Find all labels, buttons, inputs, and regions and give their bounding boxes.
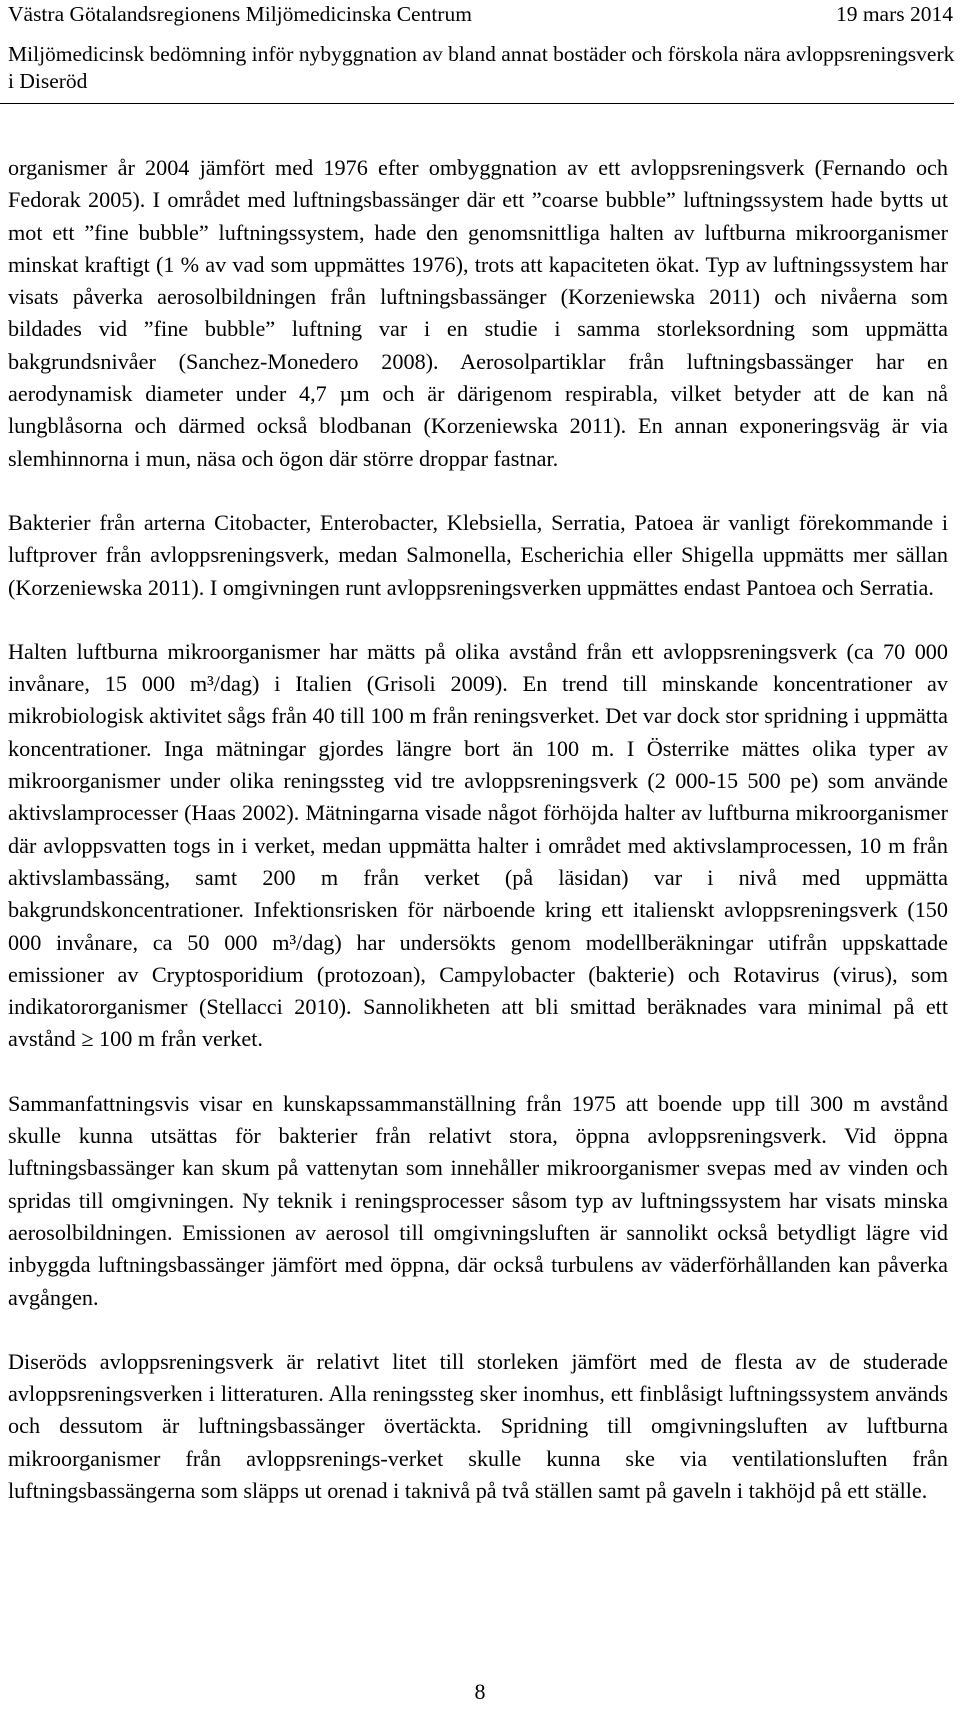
document-body — [8, 152, 948, 1539]
header-organization: Västra Götalandsregionens Miljömedicinska Centrum — [8, 2, 472, 26]
page-header — [6, 0, 956, 95]
paragraph-3: Halten luftburna mikroorganismer har mätts på olika avstånd från ett avloppsreningsverk (ca 70 000 invånare, 15 000 m³/dag) i Italien (Grisoli 2009). En trend till minskande koncentrationer av mikrobiologisk aktivitet sågs från 40 till 100 m från reningsverket. Det var dock stor spridning i uppmätta koncentrationer. Inga mätningar gjordes längre bort än 100 m. I Österrike mättes olika typer av mikroorganismer under olika reningssteg vid tre avloppsreningsverk (2 000-15 500 pe) som använde aktivslamprocesser (Haas 2002). Mätningarna visade något förhöjda halter av luftburna mikroorganismer där avloppsvatten togs in i verket, medan uppmätta halter i området med aktivslamprocessen, 10 m från aktivslambassäng, samt 200 m från verket (på läsidan) var i nivå med uppmätta bakgrundskoncentrationer. Infektionsrisken för närboende kring ett italienskt avloppsreningsverk (150 000 invånare, ca 50 000 m³/dag) har undersökts genom modellberäkningar utifrån uppskattade emissioner av Cryptosporidium (protozoan), Campylobacter (bakterie) och Rotavirus (virus), som indikatororganismer (Stellacci 2010). Sannolikheten att bli smittad beräknades vara minimal på ett avstånd ≥ 100 m från verket. — [8, 638, 948, 1052]
header-subtitle: Miljömedicinsk bedömning inför nybyggnation av bland annat bostäder och förskola nära avloppsreningsverk i Diseröd — [8, 42, 955, 93]
paragraph-1: organismer år 2004 jämfört med 1976 efter ombyggnation av ett avloppsreningsverk (Fernando och Fedorak 2005). I området med luftningsbassänger där ett ”coarse bubble” luftningssystem hade bytts ut mot ett ”fine bubble” luftningssystem, hade den genomsnittliga halten av luftburna mikroorganismer minskat kraftigt (1 % av vad som uppmättes 1976), trots att kapaciteten ökat. Typ av luftningssystem har visats påverka aerosolbildningen från luftningsbassänger (Korzeniewska 2011) och nivåerna som bildades vid ”fine bubble” luftning var i en studie i samma storleksordning som uppmätta bakgrundsnivåer (Sanchez-Monedero 2008). Aerosolpartiklar från luftningsbassänger har en aerodynamisk diameter under 4,7 µm och är därigenom respirabla, vilket betyder att de kan nå lungblåsorna och därmed också blodbanan (Korzeniewska 2011). En annan exponeringsväg är via slemhinnorna i mun, näsa och ögon där större droppar fastnar. — [8, 155, 948, 471]
header-divider — [0, 103, 954, 104]
paragraph-2: Bakterier från arterna Citobacter, Enterobacter, Klebsiella, Serratia, Patoea är vanligt förekommande i luftprover från avloppsreningsverk, medan Salmonella, Escherichia eller Shigella uppmätts mer sällan (Korzeniewska 2011). I omgivningen runt avloppsreningsverken uppmättes endast Pantoea och Serratia. — [8, 509, 948, 600]
paragraph-5: Diseröds avloppsreningsverk är relativt litet till storleken jämfört med de flesta av de studerade avloppsreningsverken i litteraturen. Alla reningssteg sker inomhus, ett finblåsigt luftningssystem används och dessutom är luftningsbassänger övertäckta. Spridning till omgivningsluften av luftburna mikroorganismer från avloppsrenings-verket skulle kunna ske via ventilationsluften från luftningsbassängerna som släpps ut orenad i taknivå på två ställen samt på gaveln i takhöjd på ett ställe. — [8, 1348, 948, 1503]
page-number: 8 — [474, 1679, 486, 1704]
header-row — [6, 0, 956, 27]
paragraph-4: Sammanfattningsvis visar en kunskapssammanställning från 1975 att boende upp till 300 m avstånd skulle kunna utsättas för bakterier från relativt stora, öppna avloppsreningsverk. Vid öppna luftningsbassänger kan skum på vattenytan som innehåller mikroorganismer svepas med av vinden och spridas till omgivningen. Ny teknik i reningsprocesser såsom typ av luftningssystem har visats minska aerosolbildningen. Emissionen av aerosol till omgivningsluften är sannolikt också betydligt lägre vid inbyggda luftningsbassänger jämfört med öppna, där också turbulens av väderförhållanden kan påverka avgången. — [8, 1090, 948, 1310]
header-date: 19 mars 2014 — [835, 2, 953, 26]
